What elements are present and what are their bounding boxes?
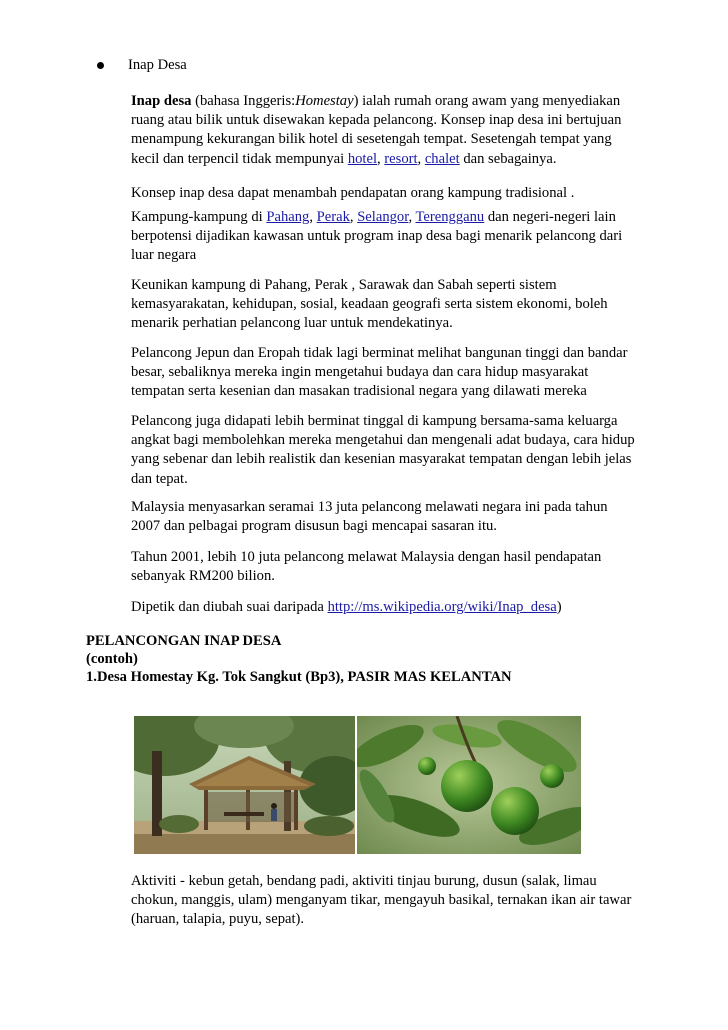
term-inap-desa: Inap desa [131, 93, 192, 109]
lime-fruit-photo [357, 716, 581, 854]
paragraph-2001: Tahun 2001, lebih 10 juta pelancong melawat Malaysia dengan hasil pendapatan sebanyak RM200 bilion. [131, 549, 602, 585]
paragraph-target: Malaysia menyasarkan seramai 13 juta pelancong melawati negara ini pada tahun 2007 dan pelbagai program disusun bagi mencapai sasaran itu. [131, 499, 608, 535]
paragraph-income: Konsep inap desa dapat menambah pendapatan orang kampung tradisional . [131, 185, 575, 201]
paragraph-source: Dipetik dan diubah suai daripada http://ms.wikipedia.org/wiki/Inap_desa) [131, 599, 562, 615]
homestay-hut-photo [134, 716, 355, 854]
link-perak[interactable]: Perak [316, 209, 350, 225]
link-pahang[interactable]: Pahang [266, 209, 310, 225]
link-resort[interactable]: resort [384, 150, 418, 167]
link-wikipedia-source[interactable]: http://ms.wikipedia.org/wiki/Inap_desa [327, 599, 557, 615]
paragraph-states: Kampung-kampung di Pahang, Perak, Selangor, Terengganu dan negeri-negeri lain berpotensi dijadikan kawasan untuk program inap desa bagi menarik pelancong dari luar negara [131, 209, 623, 264]
section-title: PELANCONGAN INAP DESA [86, 633, 282, 649]
paragraph-activities: Aktiviti - kebun getah, bendang padi, aktiviti tinjau burung, dusun (salak, limau chokun, manggis, ulam) menganyam tikar, mengayuh basikal, ternakan ikan air tawar (haruan, talapia, puyu, sepat). [131, 873, 632, 928]
paragraph-definition: Inap desa (bahasa Inggeris:Homestay) ialah rumah orang awam yang menyediakan ruang atau bilik untuk disewakan kepada pelancong. Konsep inap desa ini bertujuan menampung kekurangan bilik hotel di sesetengah tempat. Sesetengah tempat yang kecil dan terpencil tidak mempunyai hotel, resort, chalet dan sebagainya. [131, 93, 622, 167]
paragraph-adoptive-family: Pelancong juga didapati lebih berminat tinggal di kampung bersama-sama keluarga angkat bagi membolehkan mereka mengetahui dan mengenali adat budaya, cara hidup yang sebenar dan lebih realistik dan kesenian masyarakat tempatan dengan lebih jelas dan tepat. [131, 413, 635, 487]
link-chalet[interactable]: chalet [424, 150, 460, 167]
bullet-icon [97, 62, 104, 69]
bullet-label: Inap Desa [128, 57, 187, 73]
link-hotel[interactable]: hotel [347, 150, 377, 167]
link-terengganu[interactable]: Terengganu [415, 209, 485, 225]
link-selangor[interactable]: Selangor [357, 209, 409, 225]
example-item-heading: 1.Desa Homestay Kg. Tok Sangkut (Bp3), PASIR MAS KELANTAN [86, 669, 512, 685]
paragraph-uniqueness: Keunikan kampung di Pahang, Perak , Sarawak dan Sabah seperti sistem kemasyarakatan, kehidupan, sosial, keadaan geografi serta sistem ekonomi, boleh menarik perhatian pelancong luar untuk mendekatinya. [131, 277, 608, 332]
section-subtitle: (contoh) [86, 651, 138, 667]
paragraph-tourists-interest: Pelancong Jepun dan Eropah tidak lagi berminat melihat bangunan tinggi dan bandar besar, sebaliknya mereka ingin mengetahui budaya dan cara hidup masyarakat tempatan serta kesenian dan masakan tradisional negara yang dilawati mereka [131, 345, 628, 400]
